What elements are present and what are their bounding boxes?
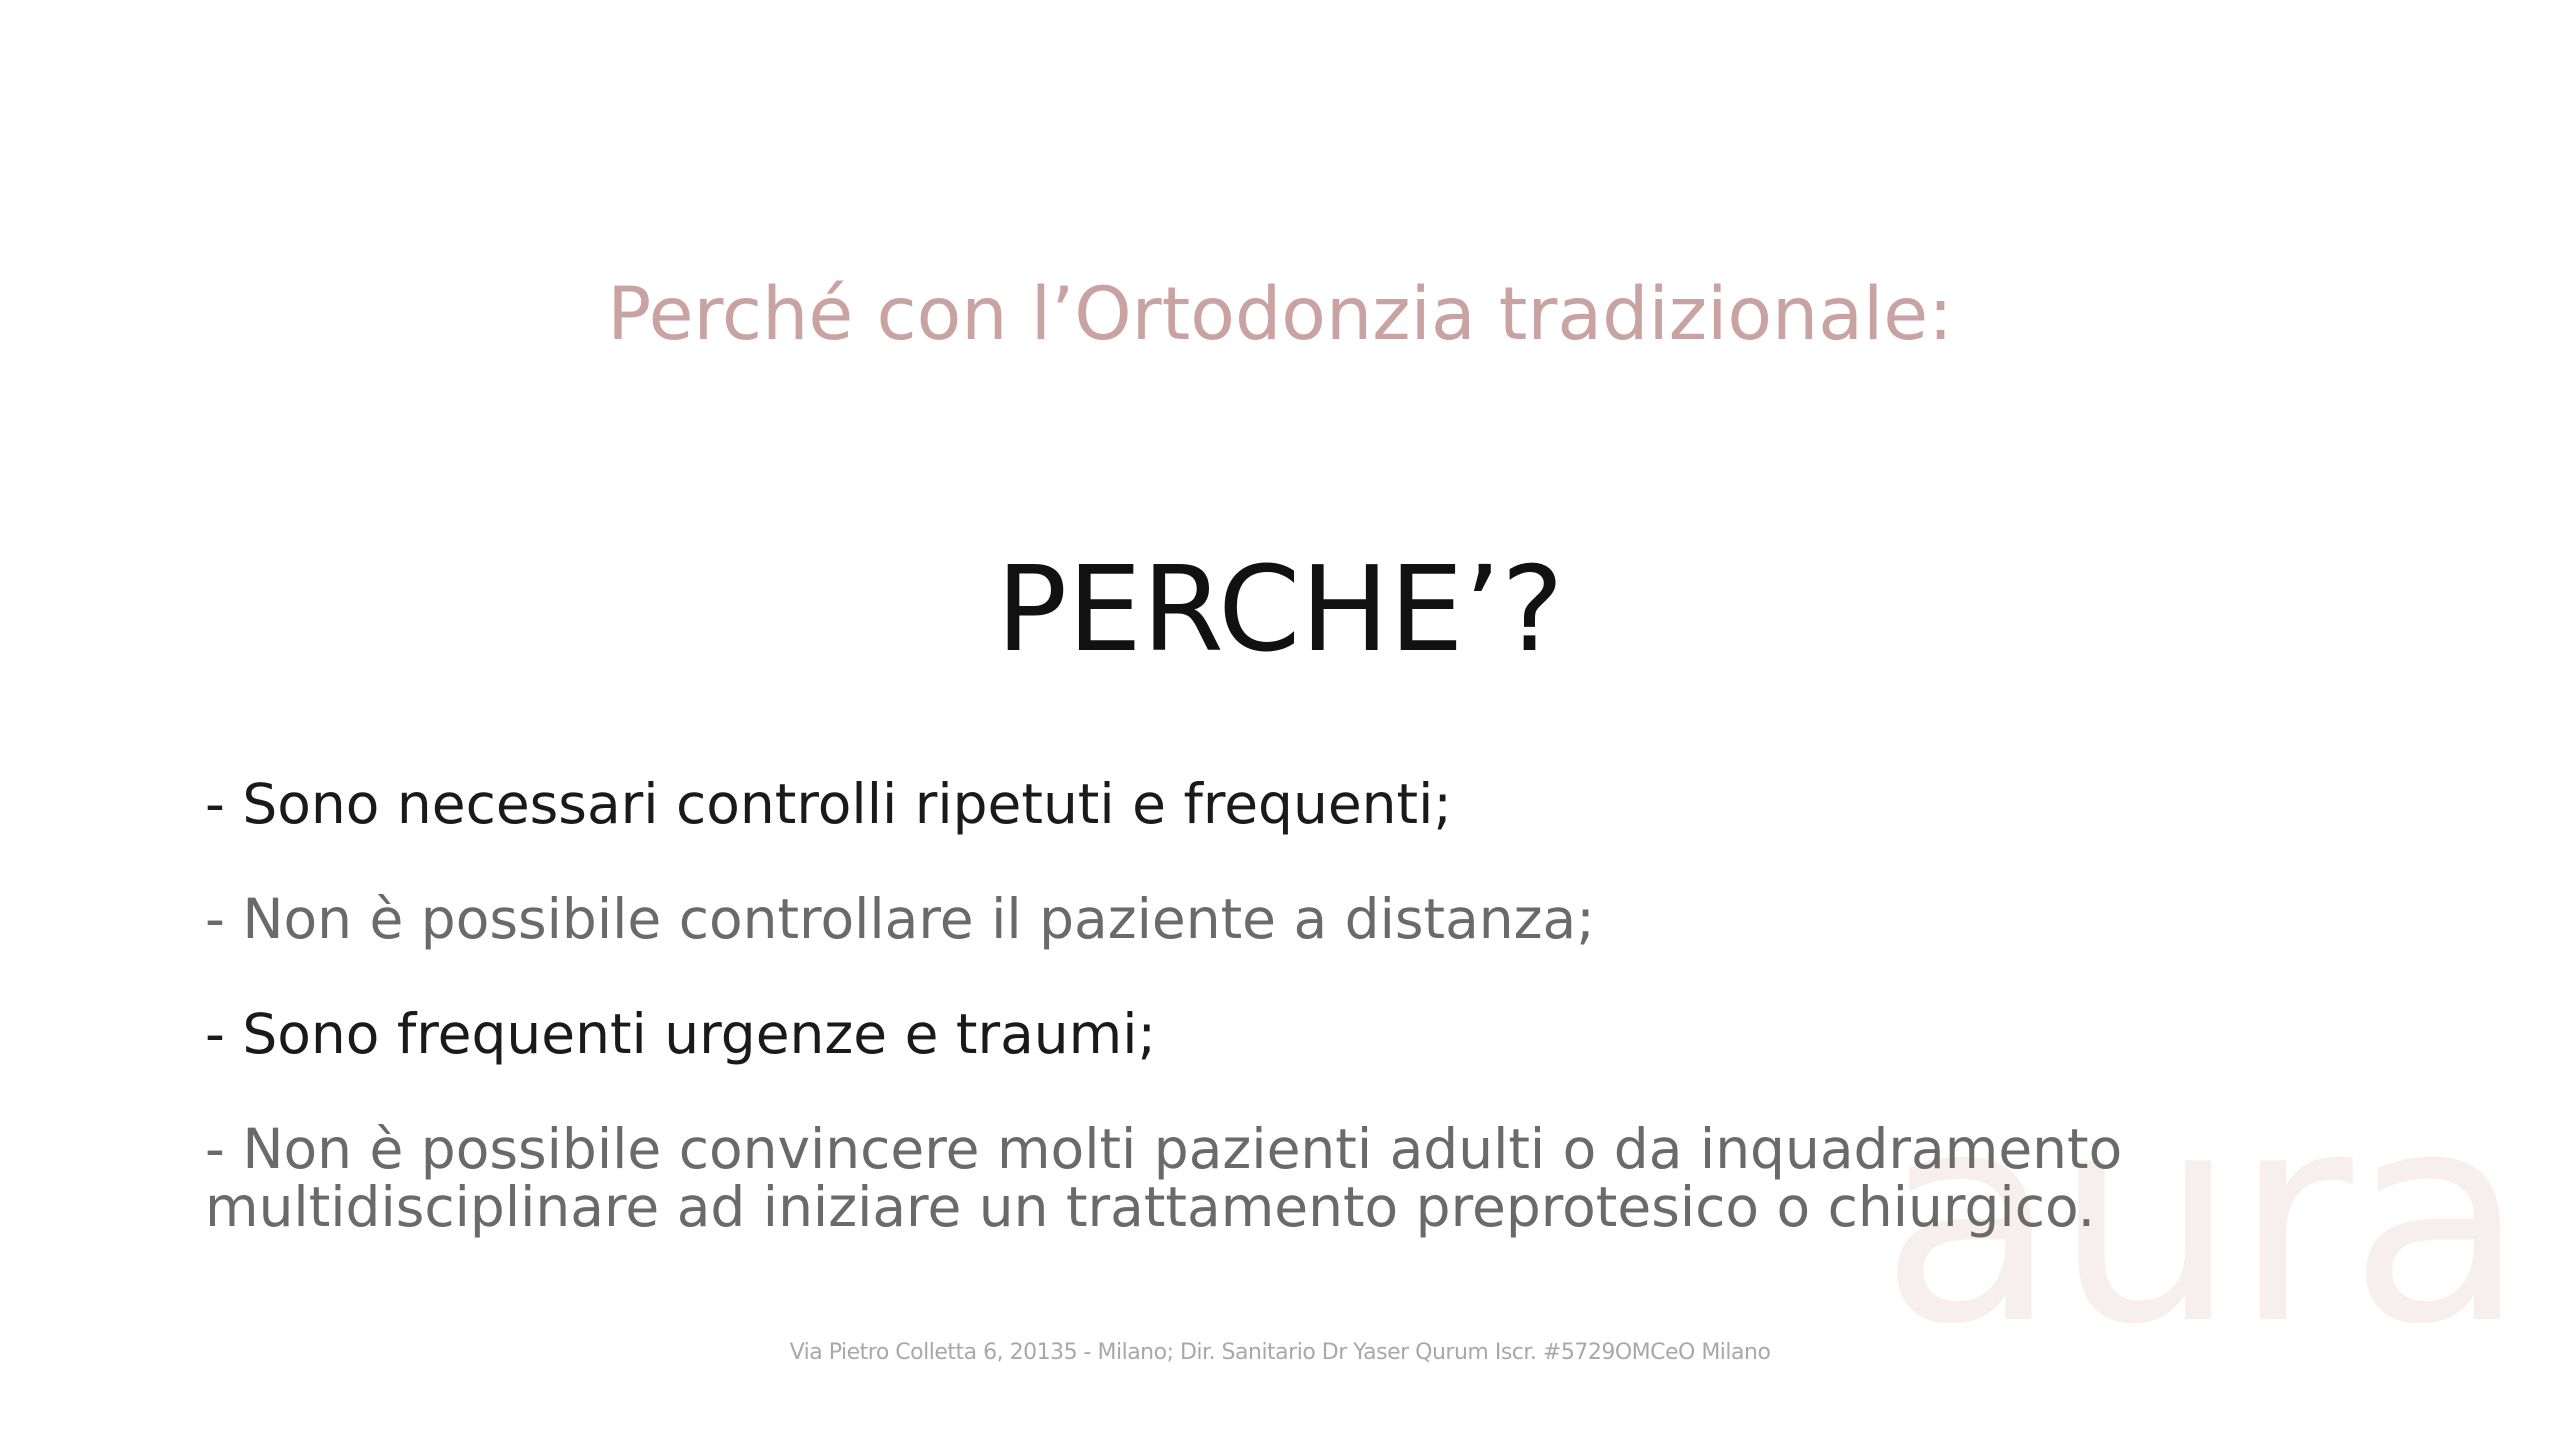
bullet-item: - Non è possibile controllare il paziente a distanza; xyxy=(205,887,1595,951)
bullet-line: - Non è possibile convincere molti pazienti adulti o da inquadramento xyxy=(205,1117,2123,1181)
footer-address: Via Pietro Colletta 6, 20135 - Milano; Dir. Sanitario Dr Yaser Qurum Iscr. #5729OMCeO Milano xyxy=(789,1340,1771,1365)
bullet-item: - Sono necessari controlli ripetuti e frequenti; xyxy=(205,772,1452,836)
bullet-line: multidisciplinare ad iniziare un trattamento preprotesico o chiurgico. xyxy=(205,1175,2096,1239)
bullet-item: - Sono frequenti urgenze e traumi; xyxy=(205,1002,1157,1066)
aura-watermark-logo: aura xyxy=(1880,1051,2523,1388)
slide-title: PERCHE’? xyxy=(996,540,1564,678)
slide-subtitle: Perché con l’Ortodonzia tradizionale: xyxy=(607,272,1953,357)
bullet-item-multiline xyxy=(205,1117,2123,1239)
